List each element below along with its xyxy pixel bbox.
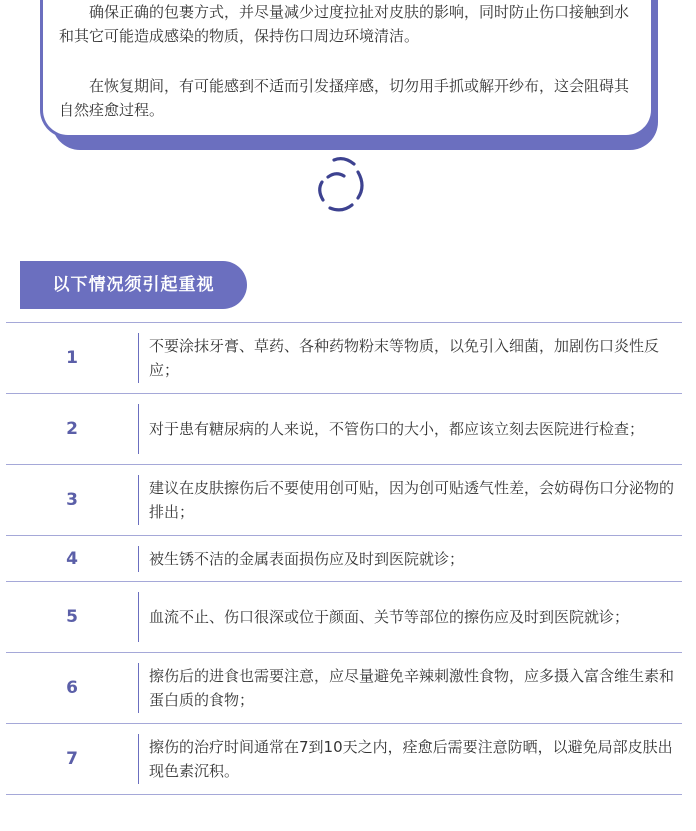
row-number: 5 [66, 607, 78, 627]
dashed-circle-decoration-icon [314, 152, 370, 216]
row-text: 擦伤的治疗时间通常在7到10天之内，痊愈后需要注意防晒，以避免局部皮肤出现色素沉积。 [149, 738, 673, 780]
row-text: 擦伤后的进食也需要注意，应尽量避免辛辣刺激性食物，应多摄入富含维生素和蛋白质的食物； [149, 667, 675, 709]
row-text: 对于患有糖尿病的人来说，不管伤口的大小，都应该立刻去医院进行检查； [149, 420, 645, 438]
row-number: 4 [66, 548, 78, 569]
row-number: 7 [66, 749, 78, 769]
table-row [6, 535, 682, 581]
table-row [6, 652, 682, 723]
intro-paragraph-2: 在恢复期间，有可能感到不适而引发搔痒感，切勿用手抓或解开纱布，这会阻碍其自然痊愈过程。 [59, 77, 630, 119]
row-number: 6 [66, 678, 78, 698]
intro-card [40, 0, 654, 138]
table-row [6, 723, 682, 795]
row-text: 血流不止、伤口很深或位于颜面、关节等部位的擦伤应及时到医院就诊； [149, 608, 630, 626]
row-text: 被生锈不洁的金属表面损伤应及时到医院就诊； [149, 549, 465, 568]
table-row [6, 393, 682, 464]
row-number: 1 [66, 348, 78, 368]
notice-table [6, 322, 682, 795]
intro-paragraph-1: 确保正确的包裹方式，并尽量减少过度拉扯对皮肤的影响，同时防止伤口接触到水和其它可能造成感染的物质，保持伤口周边环境清洁。 [59, 3, 630, 45]
section-title: 以下情况须引起重视 [20, 261, 247, 309]
row-text: 不要涂抹牙膏、草药、各种药物粉末等物质，以免引入细菌，加剧伤口炎性反应； [149, 337, 660, 379]
table-row [6, 581, 682, 652]
row-text: 建议在皮肤擦伤后不要使用创可贴，因为创可贴透气性差，会妨碍伤口分泌物的排出； [149, 479, 675, 521]
row-number: 2 [66, 419, 78, 439]
table-row [6, 464, 682, 535]
row-number: 3 [66, 490, 78, 510]
table-row [6, 322, 682, 393]
